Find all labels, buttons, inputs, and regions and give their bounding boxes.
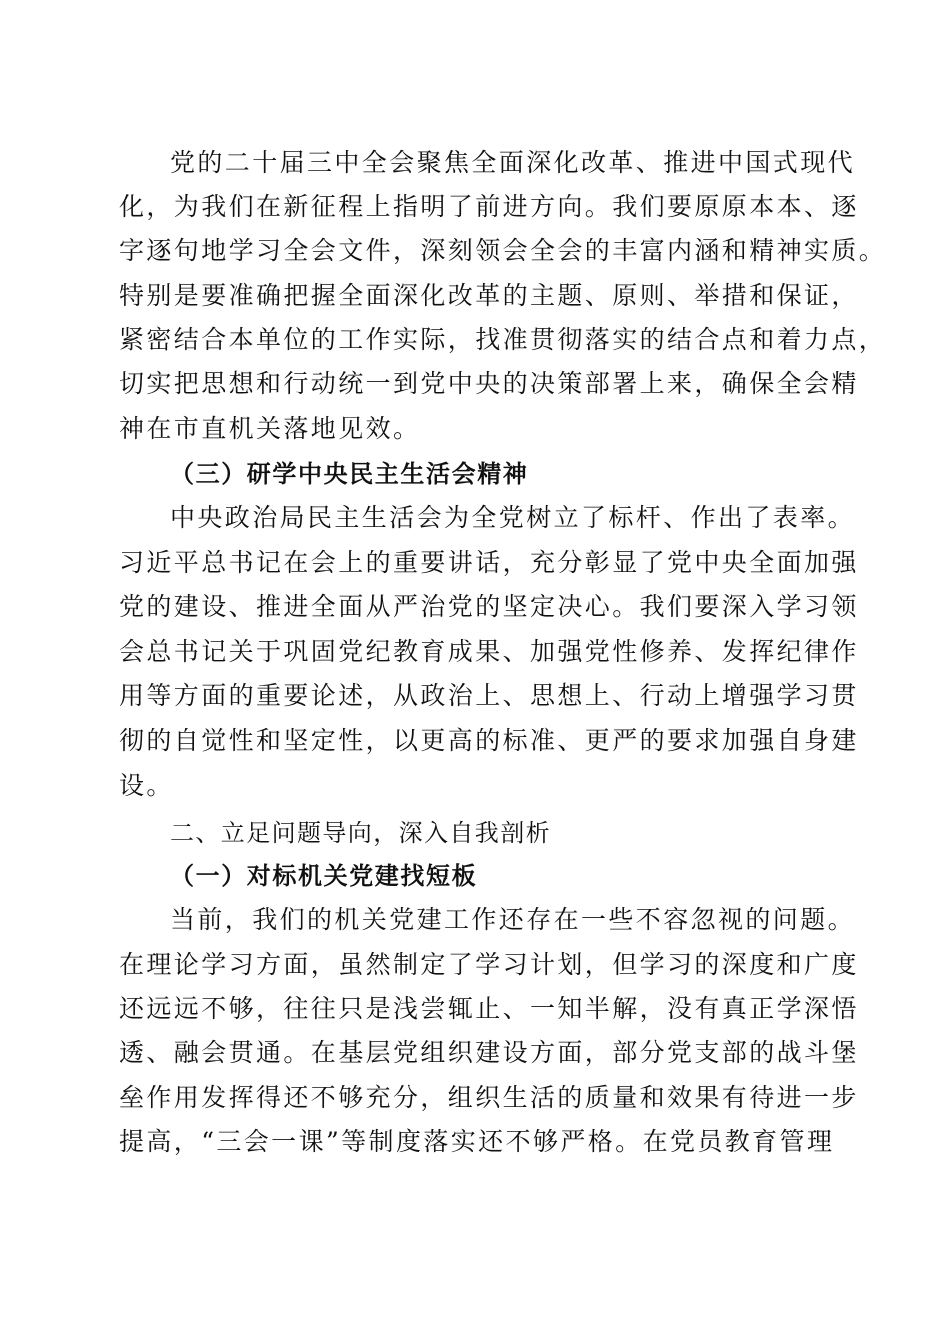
paragraph-line: 垒作用发挥得还不够充分，组织生活的质量和效果有待进一步 xyxy=(119,1083,859,1112)
paragraph-line: 习近平总书记在会上的重要讲话，充分彰显了党中央全面加强 xyxy=(119,548,859,577)
paragraph-line: 透、融会贯通。在基层党组织建设方面，部分党支部的战斗堡 xyxy=(119,1038,859,1067)
paragraph-line: 提高，“三会一课”等制度落实还不够严格。在党员教育管理 xyxy=(119,1127,835,1156)
paragraph-line: 党的二十届三中全会聚焦全面深化改革、推进中国式现代 xyxy=(170,148,856,177)
section-heading-2: 二、立足问题导向，深入自我剖析 xyxy=(170,819,551,847)
paragraph-line: 还远远不够，往往只是浅尝辄止、一知半解，没有真正学深悟 xyxy=(119,994,859,1023)
paragraph-line: 彻的自觉性和坚定性，以更高的标准、更严的要求加强自身建 xyxy=(119,726,859,755)
subsection-heading-3: （三）研学中央民主生活会精神 xyxy=(170,459,529,488)
subsection-heading-1: （一）对标机关党建找短板 xyxy=(170,861,478,890)
paragraph-line: 紧密结合本单位的工作实际，找准贯彻落实的结合点和着力点， xyxy=(119,325,887,354)
paragraph-line: 设。 xyxy=(119,771,174,800)
paragraph-line: 中央政治局民主生活会为全党树立了标杆、作出了表率。 xyxy=(170,503,856,532)
paragraph-line: 在理论学习方面，虽然制定了学习计划，但学习的深度和广度 xyxy=(119,950,859,979)
paragraph-line: 用等方面的重要论述，从政治上、思想上、行动上增强学习贯 xyxy=(119,681,859,710)
paragraph-line: 神在市直机关落地见效。 xyxy=(119,414,421,443)
paragraph-line: 当前，我们的机关党建工作还存在一些不容忽视的问题。 xyxy=(170,905,856,934)
paragraph-line: 字逐句地学习全会文件，深刻领会全会的丰富内涵和精神实质。 xyxy=(119,236,887,265)
paragraph-line: 会总书记关于巩固党纪教育成果、加强党性修养、发挥纪律作 xyxy=(119,637,859,666)
paragraph-line: 特别是要准确把握全面深化改革的主题、原则、举措和保证， xyxy=(119,281,859,310)
paragraph-line: 化，为我们在新征程上指明了前进方向。我们要原原本本、逐 xyxy=(119,192,859,221)
paragraph-line: 党的建设、推进全面从严治党的坚定决心。我们要深入学习领 xyxy=(119,592,859,621)
paragraph-line: 切实把思想和行动统一到党中央的决策部署上来，确保全会精 xyxy=(119,369,859,398)
